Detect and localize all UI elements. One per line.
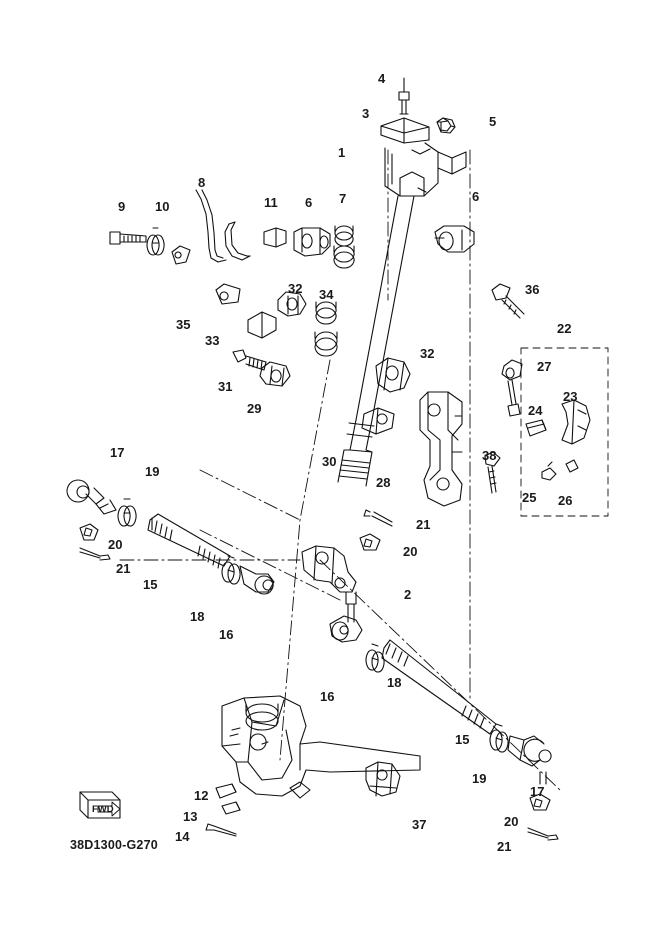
callout-number: 36	[525, 282, 540, 297]
callout-number: 26	[558, 493, 573, 508]
callout-number: 21	[497, 839, 512, 854]
callout-number: 19	[145, 464, 160, 479]
callout-number: 18	[190, 609, 205, 624]
callout-number: 2	[404, 587, 412, 602]
callout-number: 22	[557, 321, 572, 336]
callout-number: 4	[378, 71, 386, 86]
callout-number: 16	[219, 627, 234, 642]
callout-number: 32	[420, 346, 435, 361]
fwd-direction-label: FWD	[92, 804, 114, 815]
callout-number: 13	[183, 809, 198, 824]
callout-number: 38	[482, 448, 497, 463]
callout-number: 27	[537, 359, 552, 374]
callout-number: 9	[118, 199, 126, 214]
callout-number: 18	[387, 675, 402, 690]
callout-number: 24	[528, 403, 543, 418]
callout-number: 25	[522, 490, 537, 505]
callout-number: 21	[116, 561, 131, 576]
callout-number: 19	[472, 771, 487, 786]
callout-number: 30	[322, 454, 337, 469]
callout-number: 3	[362, 106, 370, 121]
callout-number: 20	[108, 537, 123, 552]
callout-number: 20	[504, 814, 519, 829]
callout-number: 28	[376, 475, 391, 490]
callout-number: 17	[110, 445, 125, 460]
callout-number: 33	[205, 333, 220, 348]
callout-number: 12	[194, 788, 209, 803]
callout-number: 11	[264, 195, 278, 210]
callout-number: 37	[412, 817, 427, 832]
callout-number: 29	[247, 401, 262, 416]
callout-number: 32	[288, 281, 303, 296]
callout-number: 8	[198, 175, 206, 190]
part-code-label: 38D1300-G270	[70, 838, 158, 852]
callout-number: 7	[339, 191, 347, 206]
callout-number: 17	[530, 784, 545, 799]
callout-number: 34	[319, 287, 334, 302]
callout-number: 31	[218, 379, 233, 394]
callout-number: 15	[143, 577, 158, 592]
callout-number: 16	[320, 689, 335, 704]
callout-number: 20	[403, 544, 418, 559]
callout-number: 6	[472, 189, 480, 204]
callout-number: 14	[175, 829, 190, 844]
callout-number: 21	[416, 517, 431, 532]
callout-number: 1	[338, 145, 346, 160]
callout-number: 5	[489, 114, 497, 129]
callout-number: 23	[563, 389, 578, 404]
callout-number: 35	[176, 317, 191, 332]
callout-number: 10	[155, 199, 170, 214]
callout-number: 6	[305, 195, 313, 210]
callout-number: 15	[455, 732, 470, 747]
